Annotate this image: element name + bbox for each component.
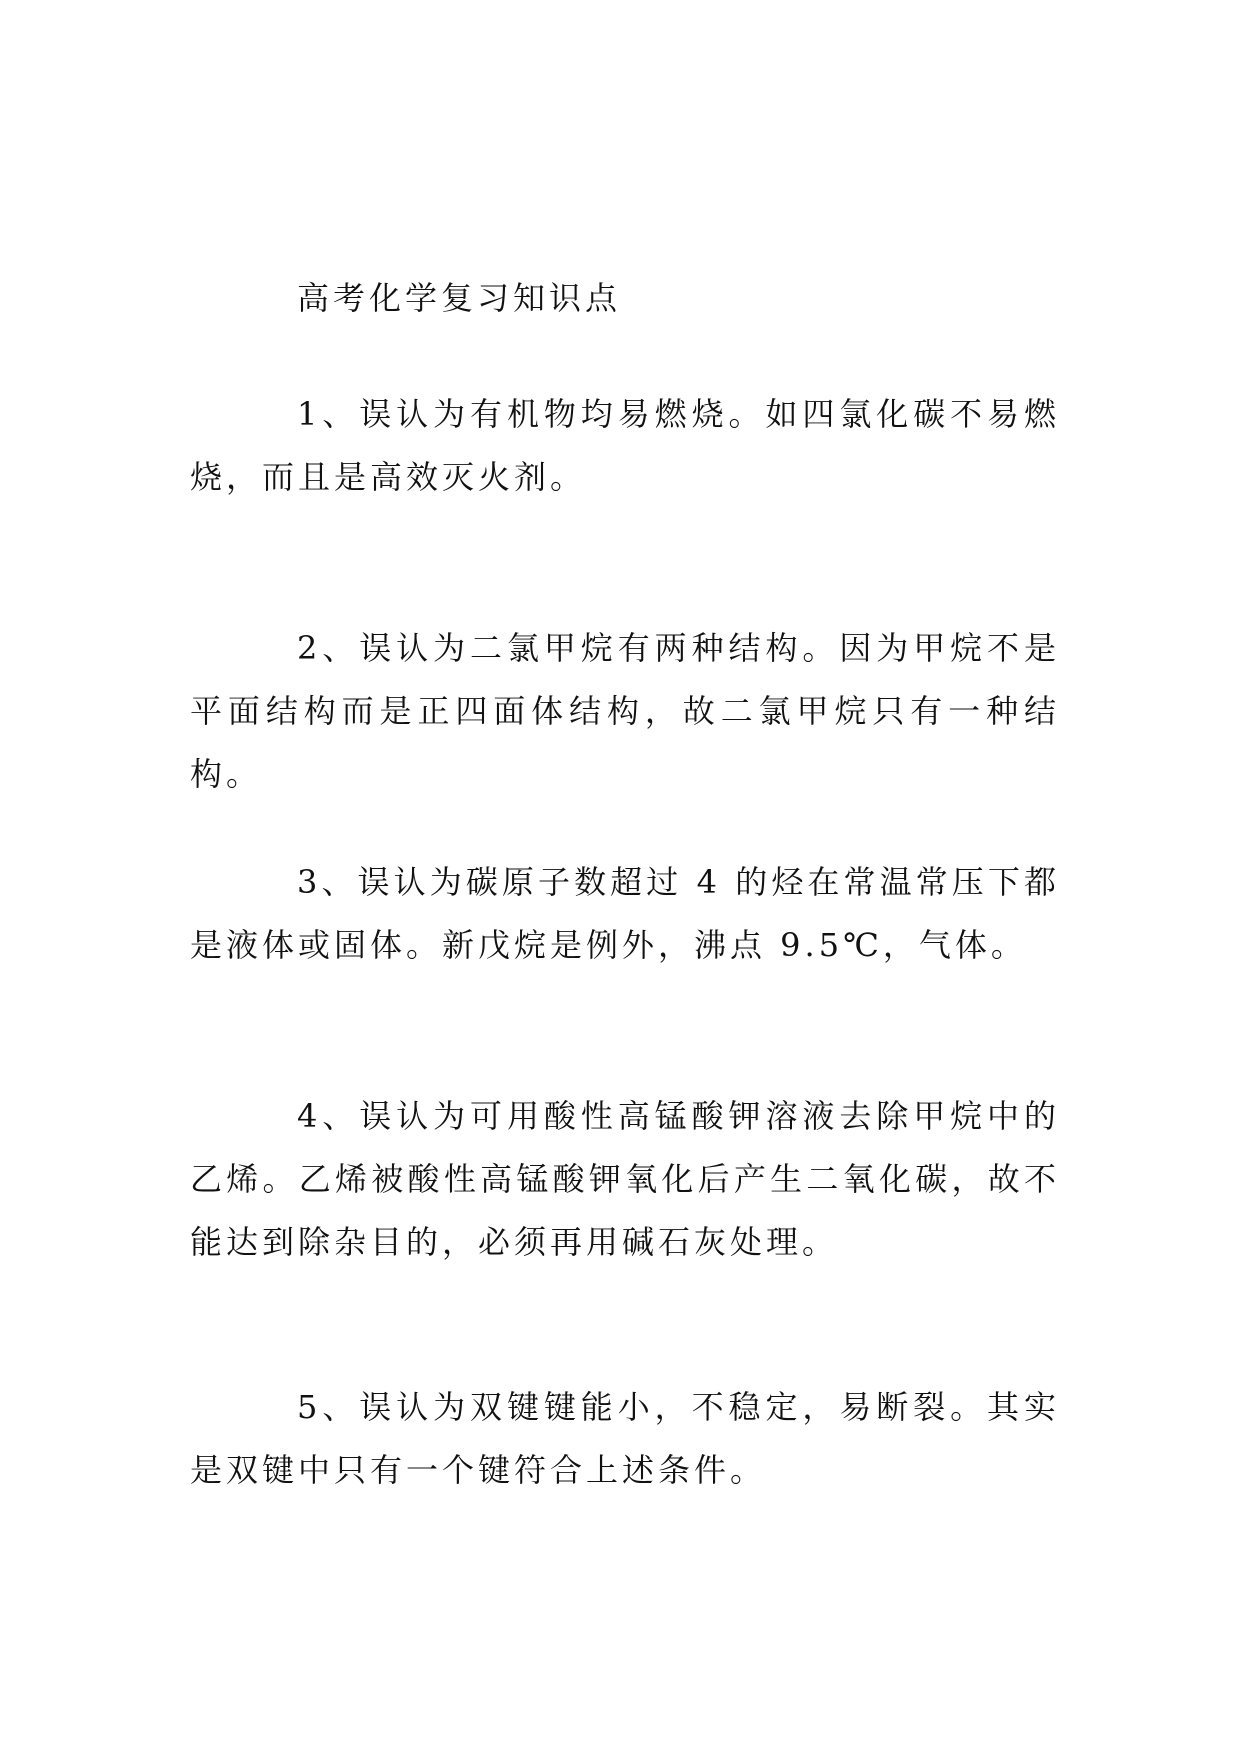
paragraph-1: 1、误认为有机物均易燃烧。如四氯化碳不易燃烧，而且是高效灭火剂。 [190, 395, 1060, 496]
paragraph-5: 5、误认为双键键能小，不稳定，易断裂。其实是双键中只有一个键符合上述条件。 [190, 1388, 1060, 1489]
document-title: 高考化学复习知识点 [297, 279, 622, 317]
paragraph-4: 4、误认为可用酸性高锰酸钾溶液去除甲烷中的乙烯。乙烯被酸性高锰酸钾氧化后产生二氧化碳，故不能达到除杂目的，必须再用碱石灰处理。 [190, 1097, 1060, 1261]
paragraph-3: 3、误认为碳原子数超过 4 的烃在常温常压下都是液体或固体。新戊烷是例外，沸点 9.5℃，气体。 [190, 863, 1060, 964]
paragraph-2: 2、误认为二氯甲烷有两种结构。因为甲烷不是平面结构而是正四面体结构，故二氯甲烷只有一种结构。 [190, 629, 1060, 793]
